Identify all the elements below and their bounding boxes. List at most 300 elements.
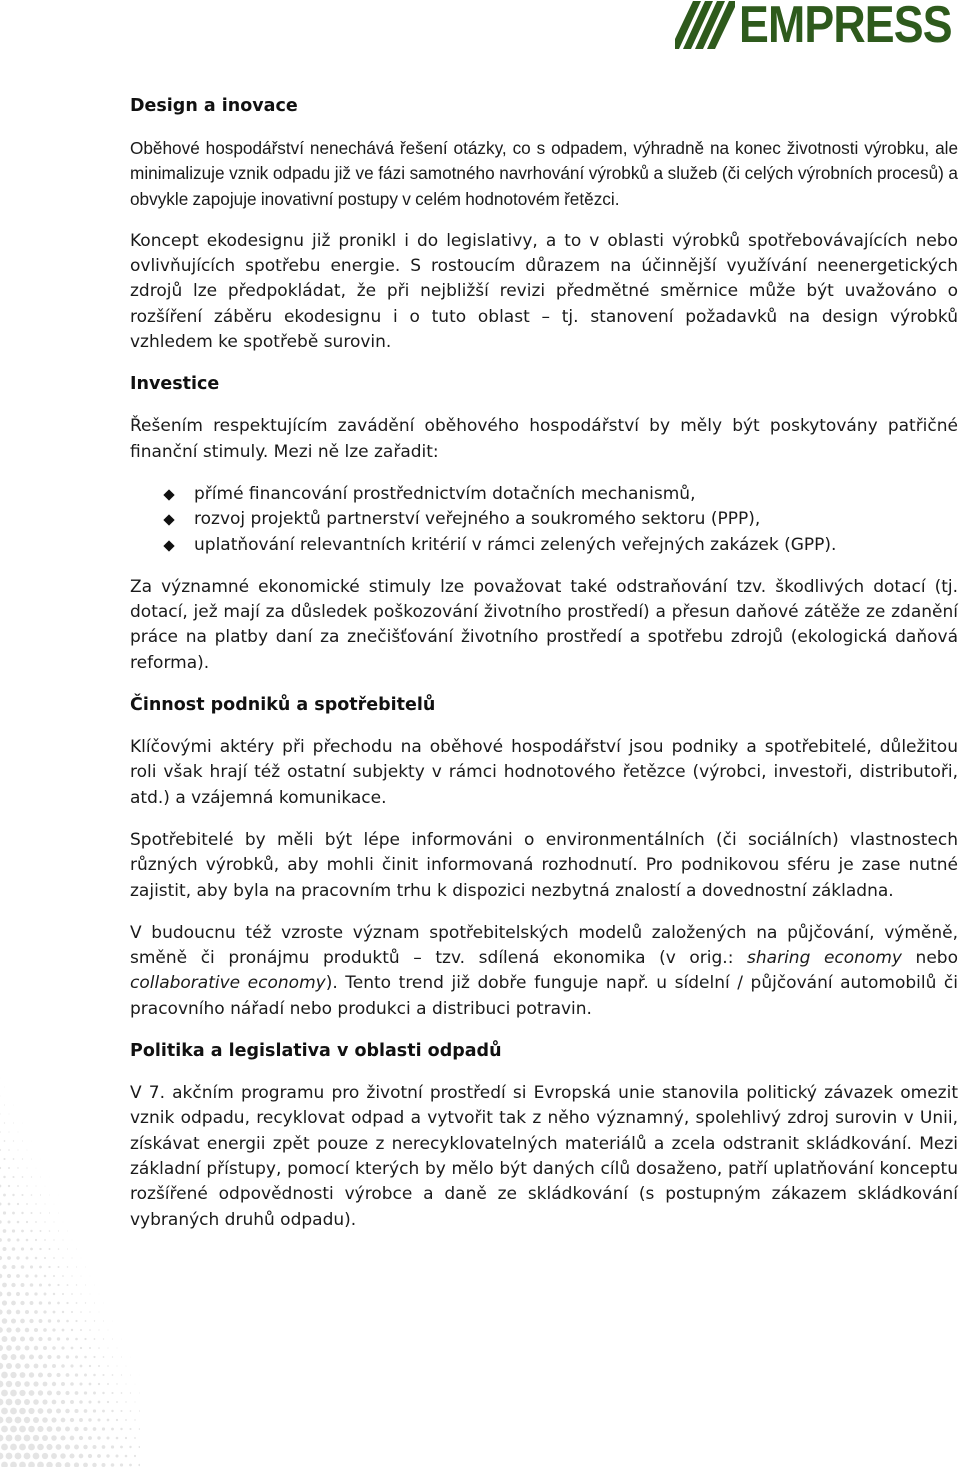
decorative-dot bbox=[48, 1301, 51, 1304]
decorative-dot bbox=[79, 1382, 82, 1385]
decorative-dot bbox=[16, 1310, 21, 1315]
decorative-dot bbox=[93, 1409, 96, 1412]
decorative-dot bbox=[18, 1132, 19, 1133]
decorative-dot bbox=[6, 1327, 11, 1332]
decorative-dot bbox=[111, 1445, 114, 1448]
decorative-dot bbox=[103, 1356, 105, 1358]
decorative-dot bbox=[0, 1202, 2, 1205]
decorative-dot bbox=[43, 1328, 47, 1332]
decorative-dot bbox=[38, 1390, 43, 1395]
decorative-dot bbox=[102, 1427, 105, 1430]
decorative-dot bbox=[7, 1256, 11, 1260]
decorative-dot bbox=[85, 1267, 86, 1268]
decorative-dot bbox=[101, 1463, 105, 1467]
decorative-dot bbox=[60, 1453, 66, 1459]
decorative-dot bbox=[85, 1320, 87, 1322]
empress-logo bbox=[675, 0, 952, 54]
decorative-dot bbox=[88, 1436, 92, 1440]
decorative-dot bbox=[17, 1167, 18, 1168]
decorative-dot bbox=[71, 1329, 73, 1331]
decorative-dot bbox=[111, 1392, 113, 1394]
decorative-dot bbox=[111, 1463, 115, 1467]
decorative-dot bbox=[0, 1292, 2, 1297]
list-item-text: rozvoj projektů partnerství veřejného a soukromého sektoru (PPP), bbox=[194, 509, 761, 530]
decorative-dot bbox=[26, 1257, 29, 1260]
decorative-dot-pattern bbox=[0, 1060, 140, 1467]
decorative-dot bbox=[37, 1426, 43, 1432]
decorative-dot bbox=[10, 1372, 16, 1378]
decorative-dot bbox=[0, 1399, 3, 1406]
decorative-dot bbox=[98, 1383, 100, 1385]
decorative-dot bbox=[7, 1292, 12, 1297]
decorative-dot bbox=[47, 1408, 52, 1413]
decorative-dot bbox=[54, 1222, 55, 1223]
decorative-dot bbox=[47, 1355, 51, 1359]
decorative-dot bbox=[25, 1310, 29, 1314]
decorative-dot bbox=[33, 1381, 38, 1386]
decorative-dot bbox=[4, 1087, 5, 1088]
decorative-dot bbox=[39, 1248, 41, 1250]
decorative-dot bbox=[31, 1159, 32, 1160]
decorative-dot bbox=[97, 1436, 100, 1439]
decorative-dot bbox=[94, 1303, 95, 1304]
decorative-dot bbox=[125, 1419, 127, 1421]
decorative-dot bbox=[43, 1346, 47, 1350]
decorative-dot bbox=[120, 1446, 123, 1449]
decorative-dot bbox=[89, 1329, 91, 1331]
decorative-dot bbox=[40, 1230, 42, 1232]
decorative-dot bbox=[24, 1435, 31, 1442]
decorative-dot bbox=[62, 1275, 64, 1277]
decorative-dot bbox=[56, 1373, 60, 1377]
decorative-dot bbox=[130, 1410, 132, 1412]
decorative-dot bbox=[57, 1337, 60, 1340]
decorative-dot bbox=[2, 1336, 8, 1342]
diamond-bullet-icon bbox=[163, 540, 174, 551]
decorative-dot bbox=[107, 1419, 110, 1422]
decorative-dot bbox=[130, 1392, 131, 1393]
decorative-dot bbox=[139, 1393, 140, 1394]
decorative-dot bbox=[107, 1347, 108, 1348]
decorative-dot bbox=[98, 1365, 100, 1367]
decorative-dot bbox=[34, 1328, 38, 1332]
decorative-dot bbox=[33, 1399, 39, 1405]
decorative-dot bbox=[98, 1329, 99, 1330]
decorative-dot bbox=[10, 1390, 17, 1397]
decorative-dot bbox=[63, 1240, 64, 1241]
decorative-dot bbox=[25, 1346, 30, 1351]
decorative-dot bbox=[138, 1464, 140, 1466]
decorative-dot bbox=[49, 1195, 50, 1196]
decorative-dot bbox=[65, 1444, 70, 1449]
decorative-dot bbox=[93, 1356, 95, 1358]
decorative-dot bbox=[1, 1390, 8, 1397]
diamond-bullet-icon bbox=[163, 489, 174, 500]
decorative-dot bbox=[40, 1212, 42, 1214]
decorative-dot bbox=[0, 1238, 2, 1242]
decorative-dot bbox=[44, 1239, 46, 1241]
text-run: nebo bbox=[901, 948, 958, 969]
decorative-dot bbox=[88, 1454, 92, 1458]
decorative-dot bbox=[1, 1426, 8, 1433]
decorative-dot bbox=[38, 1408, 44, 1414]
decorative-dot bbox=[26, 1185, 27, 1186]
decorative-dot bbox=[47, 1391, 52, 1396]
decorative-dot bbox=[3, 1229, 7, 1233]
decorative-dot bbox=[42, 1435, 48, 1441]
decorative-dot bbox=[134, 1455, 136, 1457]
decorative-dot bbox=[42, 1417, 48, 1423]
decorative-dot bbox=[0, 1185, 1, 1188]
list-item-text: uplatňování relevantních kritérií v rámci zelených veřejných zakázek (GPP). bbox=[194, 534, 837, 555]
decorative-dot bbox=[1, 1444, 8, 1451]
decorative-dot bbox=[45, 1204, 46, 1205]
decorative-dot bbox=[93, 1392, 96, 1395]
decorative-dot bbox=[49, 1248, 51, 1250]
logo-stripes-icon bbox=[675, 1, 735, 49]
decorative-dot bbox=[20, 1336, 25, 1341]
decorative-dot bbox=[24, 1417, 30, 1423]
decorative-dot bbox=[35, 1239, 37, 1241]
decorative-dot bbox=[67, 1266, 68, 1267]
decorative-dot bbox=[62, 1311, 64, 1313]
decorative-dot bbox=[97, 1418, 100, 1421]
decorative-dot bbox=[120, 1410, 122, 1412]
decorative-dot bbox=[62, 1293, 64, 1295]
decorative-dot bbox=[0, 1274, 2, 1279]
decorative-dot bbox=[107, 1401, 109, 1403]
decorative-dot bbox=[36, 1168, 37, 1169]
decorative-dot bbox=[0, 1327, 3, 1333]
decorative-dot bbox=[30, 1230, 32, 1232]
decorative-dot bbox=[4, 1122, 5, 1123]
decorative-dot bbox=[75, 1391, 79, 1395]
decorative-dot bbox=[42, 1453, 48, 1459]
paragraph: Spotřebitelé by měli být lépe informováni o environmentálních (či sociálních) vlastnostech různých výrobků, aby mohli činit informovaná rozhodnutí. Pro podnikovou sféru je zase nutné zajistit, aby byla na pracovním trhu k dispozici nezbytná znalostí a dovednostní základna. bbox=[130, 829, 958, 901]
decorative-dot bbox=[1, 1408, 8, 1415]
decorative-dot bbox=[29, 1372, 34, 1377]
decorative-dot bbox=[116, 1383, 117, 1384]
decorative-dot bbox=[58, 1248, 60, 1250]
decorative-dot bbox=[8, 1149, 10, 1151]
decorative-dot bbox=[47, 1373, 52, 1378]
paragraph: Za významné ekonomické stimuly lze považovat také odstraňování tzv. škodlivých dotací (tj. dotací, jež mají za důsledek poškozování životního prostředí) a přesun daňové zátěže ze zdanění práce na platby daní za znečišťování životního prostředí a spotřebu zdrojů (ekologická daňová reforma). bbox=[130, 576, 958, 673]
decorative-dot bbox=[37, 1444, 44, 1451]
decorative-dot bbox=[103, 1303, 104, 1304]
decorative-dot bbox=[17, 1149, 18, 1150]
decorative-dot bbox=[90, 1294, 91, 1295]
decorative-dot bbox=[46, 1444, 52, 1450]
decorative-dot bbox=[6, 1435, 13, 1442]
decorative-dot bbox=[11, 1283, 15, 1287]
decorative-dot bbox=[12, 1247, 16, 1251]
decorative-dot bbox=[11, 1354, 17, 1360]
decorative-dot bbox=[28, 1408, 34, 1414]
decorative-dot bbox=[54, 1204, 55, 1205]
decorative-dot bbox=[56, 1444, 62, 1450]
decorative-dot bbox=[10, 1426, 17, 1433]
decorative-dot bbox=[31, 1176, 32, 1177]
decorative-dot bbox=[12, 1265, 16, 1269]
decorative-dot bbox=[66, 1373, 70, 1377]
decorative-dot bbox=[2, 1283, 7, 1288]
decorative-dot bbox=[26, 1221, 28, 1223]
decorative-dot bbox=[71, 1293, 73, 1295]
decorative-dot bbox=[0, 1435, 3, 1442]
decorative-dot bbox=[31, 1212, 33, 1214]
decorative-dot bbox=[92, 1445, 96, 1449]
decorative-dot bbox=[79, 1436, 83, 1440]
decorative-dot bbox=[52, 1382, 56, 1386]
decorative-dot bbox=[12, 1229, 15, 1232]
decorative-dot bbox=[25, 1274, 28, 1277]
decorative-dot bbox=[83, 1463, 88, 1467]
decorative-dot bbox=[79, 1400, 83, 1404]
decorative-dot bbox=[125, 1437, 127, 1439]
decorative-dot bbox=[7, 1310, 12, 1315]
decorative-dot bbox=[48, 1284, 51, 1287]
decorative-dot bbox=[62, 1329, 65, 1332]
decorative-dot bbox=[15, 1453, 22, 1460]
decorative-dot bbox=[0, 1256, 2, 1260]
decorative-dot bbox=[130, 1375, 131, 1376]
decorative-dot bbox=[53, 1275, 55, 1277]
decorative-dot bbox=[76, 1284, 77, 1285]
list-item bbox=[130, 507, 958, 532]
text-run: V budoucnu též vzroste význam spotřebitelských modelů založených na půjčování, výměně, směně či pronájmu produktů – tzv. sdílená ekonomika (v orig.: bbox=[130, 922, 958, 969]
decorative-dot bbox=[84, 1356, 87, 1359]
decorative-dot bbox=[17, 1239, 20, 1242]
decorative-dot bbox=[8, 1131, 9, 1132]
decorative-dot bbox=[29, 1337, 34, 1342]
decorative-dot bbox=[24, 1363, 29, 1368]
decorative-dot bbox=[17, 1221, 20, 1224]
decorative-dot bbox=[67, 1284, 69, 1286]
decorative-dot bbox=[6, 1417, 13, 1424]
decorative-dot bbox=[0, 1417, 3, 1424]
decorative-dot bbox=[42, 1399, 47, 1404]
paragraph: Řešením respektujícím zavádění oběhového hospodářství by měly být poskytovány patřičné finanční stimuly. Mezi ně lze zařadit: bbox=[130, 416, 958, 462]
list-item-text: přímé financování prostřednictvím dotačních mechanismů, bbox=[194, 483, 696, 504]
section-heading-investice: Investice bbox=[130, 374, 220, 395]
decorative-dot bbox=[66, 1338, 69, 1341]
decorative-dot bbox=[70, 1382, 74, 1386]
decorative-dot bbox=[121, 1374, 122, 1375]
decorative-dot bbox=[0, 1131, 1, 1133]
decorative-dot bbox=[98, 1401, 101, 1404]
decorative-dot bbox=[125, 1455, 128, 1458]
decorative-dot bbox=[80, 1293, 81, 1294]
decorative-dot bbox=[19, 1444, 26, 1451]
decorative-dot bbox=[125, 1401, 126, 1402]
decorative-dot bbox=[102, 1410, 105, 1413]
decorative-dot bbox=[17, 1203, 19, 1205]
decorative-dot bbox=[3, 1211, 6, 1214]
decorative-dot bbox=[106, 1454, 109, 1457]
decorative-dot bbox=[26, 1239, 29, 1242]
decorative-dot bbox=[94, 1285, 95, 1286]
decorative-dot bbox=[94, 1338, 96, 1340]
decorative-dot bbox=[29, 1390, 35, 1396]
decorative-dot bbox=[92, 1463, 96, 1467]
decorative-dot bbox=[51, 1435, 57, 1441]
decorative-dot bbox=[7, 1220, 10, 1223]
decorative-dot bbox=[43, 1310, 46, 1313]
decorative-dot bbox=[74, 1445, 79, 1450]
decorative-dot bbox=[10, 1462, 17, 1467]
decorative-dot bbox=[15, 1399, 21, 1405]
decorative-dot bbox=[6, 1381, 12, 1387]
decorative-dot bbox=[40, 1177, 41, 1178]
decorative-dot bbox=[121, 1392, 123, 1394]
decorative-dot bbox=[19, 1462, 26, 1467]
decorative-dot bbox=[103, 1321, 104, 1322]
decorative-dot bbox=[0, 1167, 1, 1169]
decorative-dot bbox=[21, 1212, 23, 1214]
decorative-dot bbox=[130, 1428, 132, 1430]
decorative-dot bbox=[2, 1300, 7, 1305]
decorative-dot bbox=[43, 1364, 47, 1368]
decorative-dot bbox=[74, 1409, 78, 1413]
italic-term: collaborative economy bbox=[130, 973, 326, 994]
decorative-dot bbox=[4, 1140, 6, 1142]
decorative-dot bbox=[35, 1257, 38, 1260]
decorative-dot bbox=[34, 1310, 38, 1314]
decorative-dot bbox=[61, 1418, 66, 1423]
decorative-dot bbox=[47, 1426, 53, 1432]
decorative-dot bbox=[80, 1311, 82, 1313]
decorative-dot bbox=[52, 1400, 57, 1405]
decorative-dot bbox=[15, 1417, 22, 1424]
decorative-dot bbox=[134, 1437, 136, 1439]
decorative-dot bbox=[121, 1357, 122, 1358]
decorative-dot bbox=[62, 1257, 63, 1258]
decorative-dot bbox=[34, 1346, 38, 1350]
decorative-dot bbox=[11, 1318, 16, 1323]
decorative-dot bbox=[40, 1194, 41, 1195]
decorative-dot bbox=[3, 1158, 5, 1160]
decorative-dot bbox=[93, 1427, 97, 1431]
decorative-dot bbox=[89, 1383, 92, 1386]
decorative-dot bbox=[6, 1363, 12, 1369]
decorative-dot bbox=[25, 1328, 29, 1332]
decorative-dot bbox=[53, 1311, 56, 1314]
decorative-dot bbox=[39, 1283, 42, 1286]
decorative-dot bbox=[108, 1330, 109, 1331]
section-heading-design: Design a inovace bbox=[130, 96, 298, 116]
decorative-dot bbox=[13, 1140, 14, 1141]
decorative-dot bbox=[89, 1347, 91, 1349]
decorative-dot bbox=[52, 1346, 56, 1350]
decorative-dot bbox=[134, 1401, 135, 1402]
decorative-dot bbox=[22, 1176, 24, 1178]
decorative-dot bbox=[139, 1446, 140, 1448]
decorative-dot bbox=[66, 1302, 68, 1304]
decorative-dot bbox=[94, 1320, 95, 1321]
decorative-dot bbox=[33, 1417, 39, 1423]
decorative-dot bbox=[31, 1194, 33, 1196]
decorative-dot bbox=[38, 1337, 42, 1341]
decorative-dot bbox=[33, 1435, 39, 1441]
decorative-dot bbox=[53, 1239, 54, 1240]
decorative-dot bbox=[121, 1339, 122, 1340]
decorative-dot bbox=[34, 1292, 37, 1295]
decorative-dot bbox=[6, 1453, 13, 1460]
document-body bbox=[130, 94, 958, 1250]
decorative-dot bbox=[2, 1318, 8, 1324]
decorative-dot bbox=[107, 1365, 109, 1367]
decorative-dot bbox=[15, 1435, 22, 1442]
text-run: ). Tento trend již dobře funguje např. u sídelní / půjčování automobilů či pracovního nářadí nebo produkci a distribuci potravin. bbox=[130, 973, 958, 1019]
decorative-dot bbox=[24, 1381, 30, 1387]
decorative-dot bbox=[16, 1292, 20, 1296]
decorative-dot bbox=[10, 1408, 17, 1415]
decorative-dot bbox=[44, 1257, 46, 1259]
decorative-dot bbox=[70, 1400, 74, 1404]
decorative-dot bbox=[53, 1293, 55, 1295]
decorative-dot bbox=[36, 1186, 37, 1187]
decorative-dot bbox=[7, 1238, 10, 1241]
decorative-dot bbox=[16, 1274, 20, 1278]
decorative-dot bbox=[116, 1365, 117, 1366]
decorative-dot bbox=[111, 1428, 114, 1431]
decorative-dot bbox=[67, 1231, 68, 1232]
decorative-dot bbox=[79, 1418, 83, 1422]
decorative-dot bbox=[30, 1265, 33, 1268]
decorative-dot bbox=[20, 1372, 26, 1378]
decorative-dot bbox=[88, 1418, 91, 1421]
decorative-dot bbox=[89, 1311, 90, 1312]
section-heading-cinnost: Činnost podniků a spotřebitelů bbox=[130, 695, 436, 716]
logo-text: EMPRESS bbox=[738, 0, 952, 54]
decorative-dot bbox=[56, 1409, 61, 1414]
decorative-dot bbox=[55, 1462, 61, 1467]
decorative-dot bbox=[57, 1284, 59, 1286]
decorative-dot bbox=[9, 1114, 10, 1115]
decorative-dot bbox=[45, 1186, 46, 1187]
decorative-dot bbox=[11, 1336, 17, 1342]
decorative-dot bbox=[7, 1274, 11, 1278]
decorative-dot bbox=[0, 1220, 2, 1223]
decorative-dot bbox=[76, 1266, 77, 1267]
decorative-dot bbox=[129, 1464, 132, 1467]
decorative-dot bbox=[2, 1265, 6, 1269]
decorative-dot bbox=[12, 1176, 14, 1178]
decorative-dot bbox=[22, 1123, 23, 1124]
decorative-dot bbox=[66, 1355, 69, 1358]
decorative-dot bbox=[84, 1374, 87, 1377]
decorative-dot bbox=[65, 1427, 70, 1432]
decorative-dot bbox=[10, 1444, 17, 1451]
decorative-dot bbox=[20, 1319, 25, 1324]
paragraph: Koncept ekodesignu již pronikl i do legislativy, a to v oblasti výrobků spotřebovávajících nebo ovlivňujících spotřebu energie. S rostoucím důrazem na účinnější využívání neenergetických zdrojů lze předpokládat, že při nejbližší revizi předmětné směrnice může být uvažováno o rozšíření záběru ekodesignu i o tuto oblast – tj. stanovení požadavků na design výrobků vzhledem ke spotřebě surovin. bbox=[130, 230, 958, 353]
decorative-dot bbox=[58, 1230, 59, 1231]
decorative-dot bbox=[3, 1176, 5, 1178]
decorative-dot bbox=[13, 1105, 14, 1106]
decorative-dot bbox=[33, 1453, 40, 1460]
decorative-dot bbox=[53, 1257, 55, 1259]
decorative-dot bbox=[0, 1453, 3, 1460]
decorative-dot bbox=[28, 1426, 35, 1433]
decorative-dot bbox=[48, 1319, 51, 1322]
decorative-dot bbox=[0, 1363, 3, 1370]
decorative-dot bbox=[139, 1410, 140, 1411]
decorative-dot bbox=[106, 1436, 109, 1439]
decorative-dot bbox=[84, 1391, 87, 1394]
decorative-dot bbox=[80, 1365, 83, 1368]
decorative-dot bbox=[3, 1194, 6, 1197]
decorative-dot bbox=[25, 1292, 29, 1296]
